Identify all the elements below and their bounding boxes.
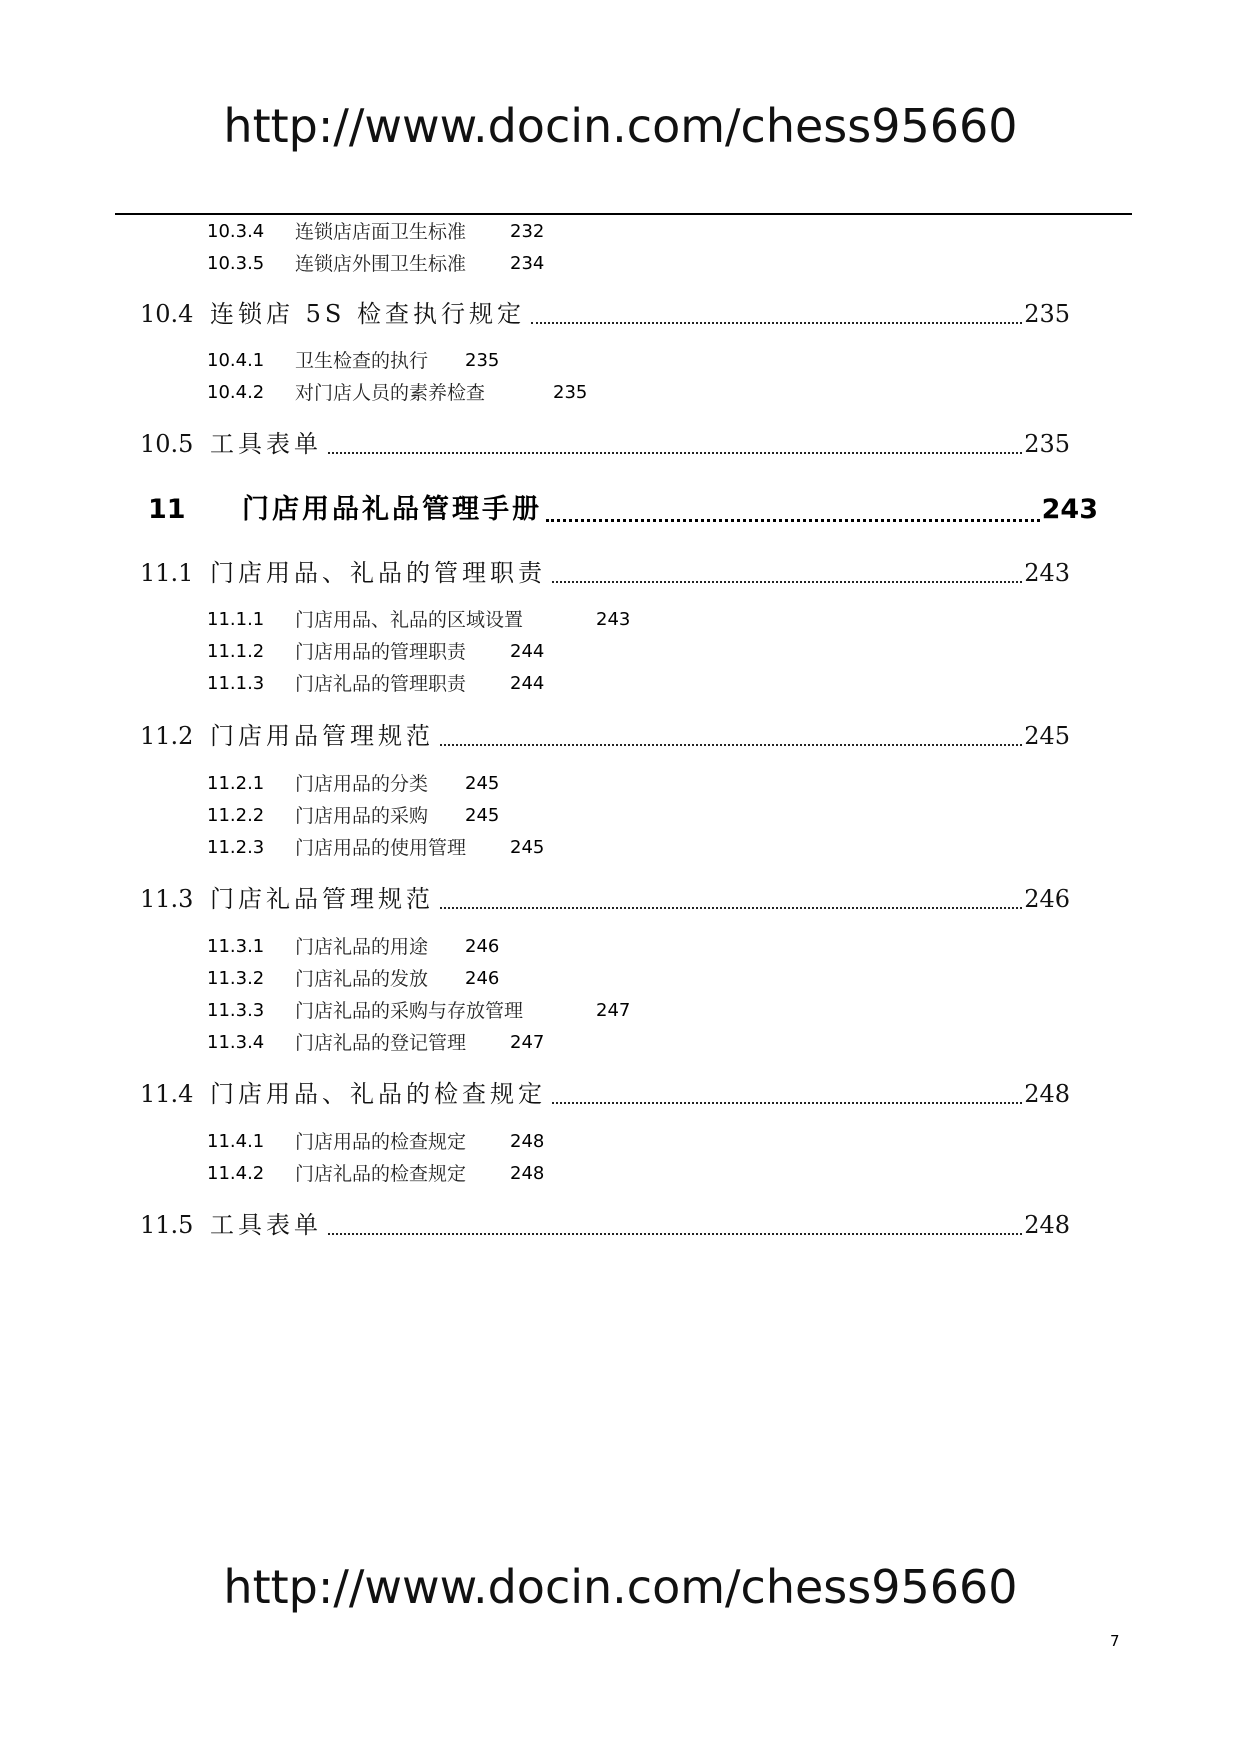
toc-entry-page: 245	[1024, 722, 1070, 750]
toc-entry-title: 工具表单	[210, 1211, 322, 1239]
toc-entry-page: 247	[510, 1032, 545, 1053]
toc-entry-number: 11.2.1	[207, 773, 265, 794]
toc-entry-page: 247	[596, 1000, 631, 1021]
toc-entry-title: 工具表单	[210, 430, 322, 458]
toc-entry-title: 门店用品的分类	[295, 773, 429, 795]
toc-entry-number: 11	[148, 494, 186, 525]
toc-entry-number: 10.3.5	[207, 253, 265, 274]
toc-entry-number: 11.2.3	[207, 837, 265, 858]
toc-leader-dots	[328, 1233, 1022, 1235]
toc-entry-title: 门店礼品的检查规定	[295, 1163, 467, 1185]
toc-entry-number: 10.4.2	[207, 382, 265, 403]
toc-entry-title: 门店用品的使用管理	[295, 837, 467, 859]
toc-entry-title: 门店礼品的采购与存放管理	[295, 1000, 524, 1022]
toc-entry-number: 10.5	[140, 430, 194, 458]
toc-entry-page: 245	[465, 773, 500, 794]
toc-entry-page: 235	[553, 382, 588, 403]
toc-entry-title: 门店用品管理规范	[210, 722, 434, 750]
toc-entry-11-3[interactable]	[140, 882, 1070, 916]
toc-entry-number: 11.3.4	[207, 1032, 265, 1053]
watermark-url-bottom: http://www.docin.com/chess95660	[223, 1560, 1018, 1614]
toc-entry-number: 11.3.3	[207, 1000, 265, 1021]
toc-entry-number: 11.4	[140, 1080, 194, 1108]
toc-entry-page: 244	[510, 641, 545, 662]
toc-entry-number: 11.4.2	[207, 1163, 265, 1184]
toc-entry-page: 235	[465, 350, 500, 371]
toc-entry-page: 246	[465, 968, 500, 989]
toc-leader-dots	[440, 907, 1022, 909]
toc-leader-dots	[328, 452, 1022, 454]
toc-entry-11-2[interactable]	[140, 719, 1070, 753]
toc-entry-page: 248	[510, 1163, 545, 1184]
toc-entry-title: 门店用品、礼品的区域设置	[295, 609, 524, 631]
toc-entry-number: 11.2.2	[207, 805, 265, 826]
toc-leader-dots	[552, 581, 1022, 583]
toc-entry-page: 235	[1024, 300, 1070, 328]
toc-entry-page: 243	[596, 609, 631, 630]
toc-entry-title: 门店用品的管理职责	[295, 641, 467, 663]
toc-entry-title: 门店用品礼品管理手册	[242, 494, 542, 525]
toc-entry-11-5[interactable]	[140, 1208, 1070, 1242]
toc-entry-page: 245	[465, 805, 500, 826]
toc-entry-number: 11.1.1	[207, 609, 265, 630]
toc-entry-title: 门店礼品的用途	[295, 936, 429, 958]
toc-entry-number: 10.4.1	[207, 350, 265, 371]
watermark-url-top: http://www.docin.com/chess95660	[223, 99, 1018, 153]
toc-entry-title: 门店用品、礼品的管理职责	[210, 559, 546, 587]
toc-entry-10-5[interactable]	[140, 427, 1070, 461]
toc-entry-title: 门店礼品管理规范	[210, 885, 434, 913]
toc-entry-number: 11.1	[140, 559, 194, 587]
toc-entry-page: 246	[1024, 885, 1070, 913]
toc-entry-title: 门店用品的检查规定	[295, 1131, 467, 1153]
toc-entry-page: 243	[1041, 494, 1098, 525]
toc-leader-dots	[531, 322, 1022, 324]
toc-leader-dots	[440, 744, 1022, 746]
toc-entry-number: 11.1.3	[207, 673, 265, 694]
toc-entry-title: 对门店人员的素养检查	[295, 382, 486, 404]
page-number: 7	[1110, 1632, 1120, 1650]
toc-entry-number: 10.3.4	[207, 221, 265, 242]
toc-entry-title: 门店用品的采购	[295, 805, 429, 827]
toc-entry-10-4[interactable]	[140, 297, 1070, 331]
toc-entry-page: 243	[1024, 559, 1070, 587]
toc-entry-title: 连锁店外围卫生标准	[295, 253, 467, 275]
toc-entry-page: 245	[510, 837, 545, 858]
toc-entry-number: 11.3	[140, 885, 194, 913]
toc-entry-title: 门店用品、礼品的检查规定	[210, 1080, 546, 1108]
toc-entry-number: 10.4	[140, 300, 194, 328]
toc-entry-number: 11.2	[140, 722, 194, 750]
toc-entry-page: 235	[1024, 430, 1070, 458]
toc-entry-title: 门店礼品的登记管理	[295, 1032, 467, 1054]
toc-entry-page: 232	[510, 221, 545, 242]
toc-leader-dots	[546, 519, 1040, 522]
toc-entry-11-4[interactable]	[140, 1077, 1070, 1111]
toc-entry-page: 248	[1024, 1211, 1070, 1239]
toc-entry-title: 门店礼品的发放	[295, 968, 429, 990]
toc-entry-11[interactable]	[148, 490, 1098, 530]
toc-entry-page: 248	[510, 1131, 545, 1152]
toc-entry-title: 卫生检查的执行	[295, 350, 429, 372]
toc-entry-title: 连锁店 5S 检查执行规定	[210, 300, 525, 328]
toc-entry-page: 234	[510, 253, 545, 274]
toc-entry-number: 11.1.2	[207, 641, 265, 662]
toc-entry-number: 11.3.1	[207, 936, 265, 957]
toc-entry-title: 连锁店店面卫生标准	[295, 221, 467, 243]
toc-entry-page: 246	[465, 936, 500, 957]
toc-entry-number: 11.4.1	[207, 1131, 265, 1152]
toc-entry-page: 248	[1024, 1080, 1070, 1108]
toc-entry-11-1[interactable]	[140, 556, 1070, 590]
toc-entry-page: 244	[510, 673, 545, 694]
toc-leader-dots	[552, 1102, 1022, 1104]
toc-entry-title: 门店礼品的管理职责	[295, 673, 467, 695]
toc-entry-number: 11.3.2	[207, 968, 265, 989]
toc-entry-number: 11.5	[140, 1211, 194, 1239]
